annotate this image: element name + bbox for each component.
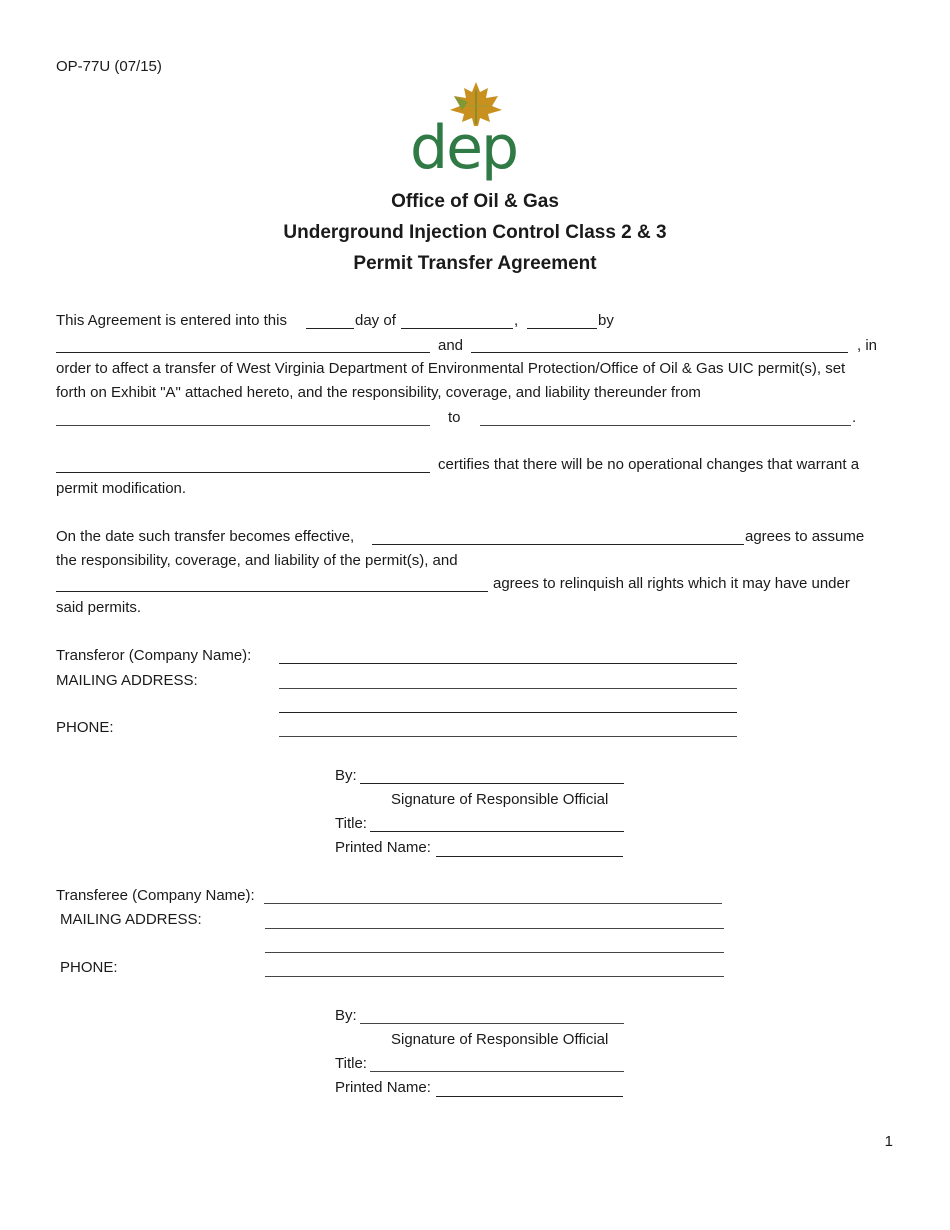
transferee-phone-field[interactable] <box>265 976 724 977</box>
transferee-title-label: Title: <box>335 1055 367 1072</box>
and-text: and <box>438 337 464 354</box>
transferor-title-field[interactable] <box>370 831 624 832</box>
transferor-phone-field[interactable] <box>279 736 737 737</box>
effective-text: On the date such transfer becomes effective, <box>56 528 355 545</box>
page-number: 1 <box>884 1133 893 1150</box>
period-text: . <box>852 409 857 426</box>
transferor-printed-name-label: Printed Name: <box>335 839 431 856</box>
transferor-company-label: Transferor (Company Name): <box>56 647 252 664</box>
transferee-printed-name-label: Printed Name: <box>335 1079 431 1096</box>
certifies-text: certifies that there will be no operational changes that warrant a <box>438 456 860 473</box>
transferee-company-field[interactable] <box>264 903 722 904</box>
transferee-by-label: By: <box>335 1007 357 1024</box>
transferee-mailing-label: MAILING ADDRESS: <box>60 911 202 928</box>
heading-title: Permit Transfer Agreement <box>353 253 597 274</box>
heading-uic: Underground Injection Control Class 2 & 3 <box>283 222 667 243</box>
month-field[interactable] <box>401 328 513 329</box>
transferor-printed-name-field[interactable] <box>436 856 623 857</box>
transferee-address-field-1[interactable] <box>265 928 724 929</box>
to-party-field[interactable] <box>480 425 851 426</box>
transferee-company-label: Transferee (Company Name): <box>56 887 255 904</box>
day-field[interactable] <box>306 328 354 329</box>
certifying-party-field[interactable] <box>56 472 430 473</box>
logo-text: dep <box>410 113 518 183</box>
heading-office: Office of Oil & Gas <box>391 191 559 212</box>
comma-text: , <box>514 312 519 329</box>
transferor-signature-caption: Signature of Responsible Official <box>391 791 609 808</box>
by-text: by <box>598 312 614 329</box>
party1-field[interactable] <box>56 352 430 353</box>
assume-text: agrees to assume <box>745 528 865 545</box>
transferee-printed-name-field[interactable] <box>436 1096 623 1097</box>
transferee-signature-field[interactable] <box>360 1023 624 1024</box>
relinquish-text: agrees to relinquish all rights which it may have under <box>493 575 850 592</box>
relinquishing-party-field[interactable] <box>56 591 488 592</box>
transferor-phone-label: PHONE: <box>56 719 114 736</box>
assuming-party-field[interactable] <box>372 544 744 545</box>
transferee-phone-label: PHONE: <box>60 959 118 976</box>
permit-modification-text: permit modification. <box>56 480 187 497</box>
transferee-title-field[interactable] <box>370 1071 624 1072</box>
intro-text: This Agreement is entered into this <box>56 312 287 329</box>
year-field[interactable] <box>527 328 597 329</box>
transferor-address-field-1[interactable] <box>279 688 737 689</box>
to-text: to <box>448 409 461 426</box>
transferee-signature-caption: Signature of Responsible Official <box>391 1031 609 1048</box>
from-party-field[interactable] <box>56 425 430 426</box>
transferor-title-label: Title: <box>335 815 367 832</box>
transferor-by-label: By: <box>335 767 357 784</box>
party2-field[interactable] <box>471 352 848 353</box>
forth-text: forth on Exhibit "A" attached hereto, and the responsibility, coverage, and liability thereunder from <box>56 384 701 401</box>
order-text: order to affect a transfer of West Virginia Department of Environmental Protection/Office of Oil & Gas UIC permit(s), set <box>56 360 846 377</box>
transferor-company-field[interactable] <box>279 663 737 664</box>
transferee-address-field-2[interactable] <box>265 952 724 953</box>
transferor-signature-field[interactable] <box>360 783 624 784</box>
responsibility-text: the responsibility, coverage, and liability of the permit(s), and <box>56 552 458 569</box>
form-code: OP-77U (07/15) <box>56 58 162 75</box>
day-of-text: day of <box>355 312 396 329</box>
said-permits-text: said permits. <box>56 599 142 616</box>
transferor-address-field-2[interactable] <box>279 712 737 713</box>
transferor-mailing-label: MAILING ADDRESS: <box>56 672 198 689</box>
comma-in-text: , in <box>857 337 878 354</box>
